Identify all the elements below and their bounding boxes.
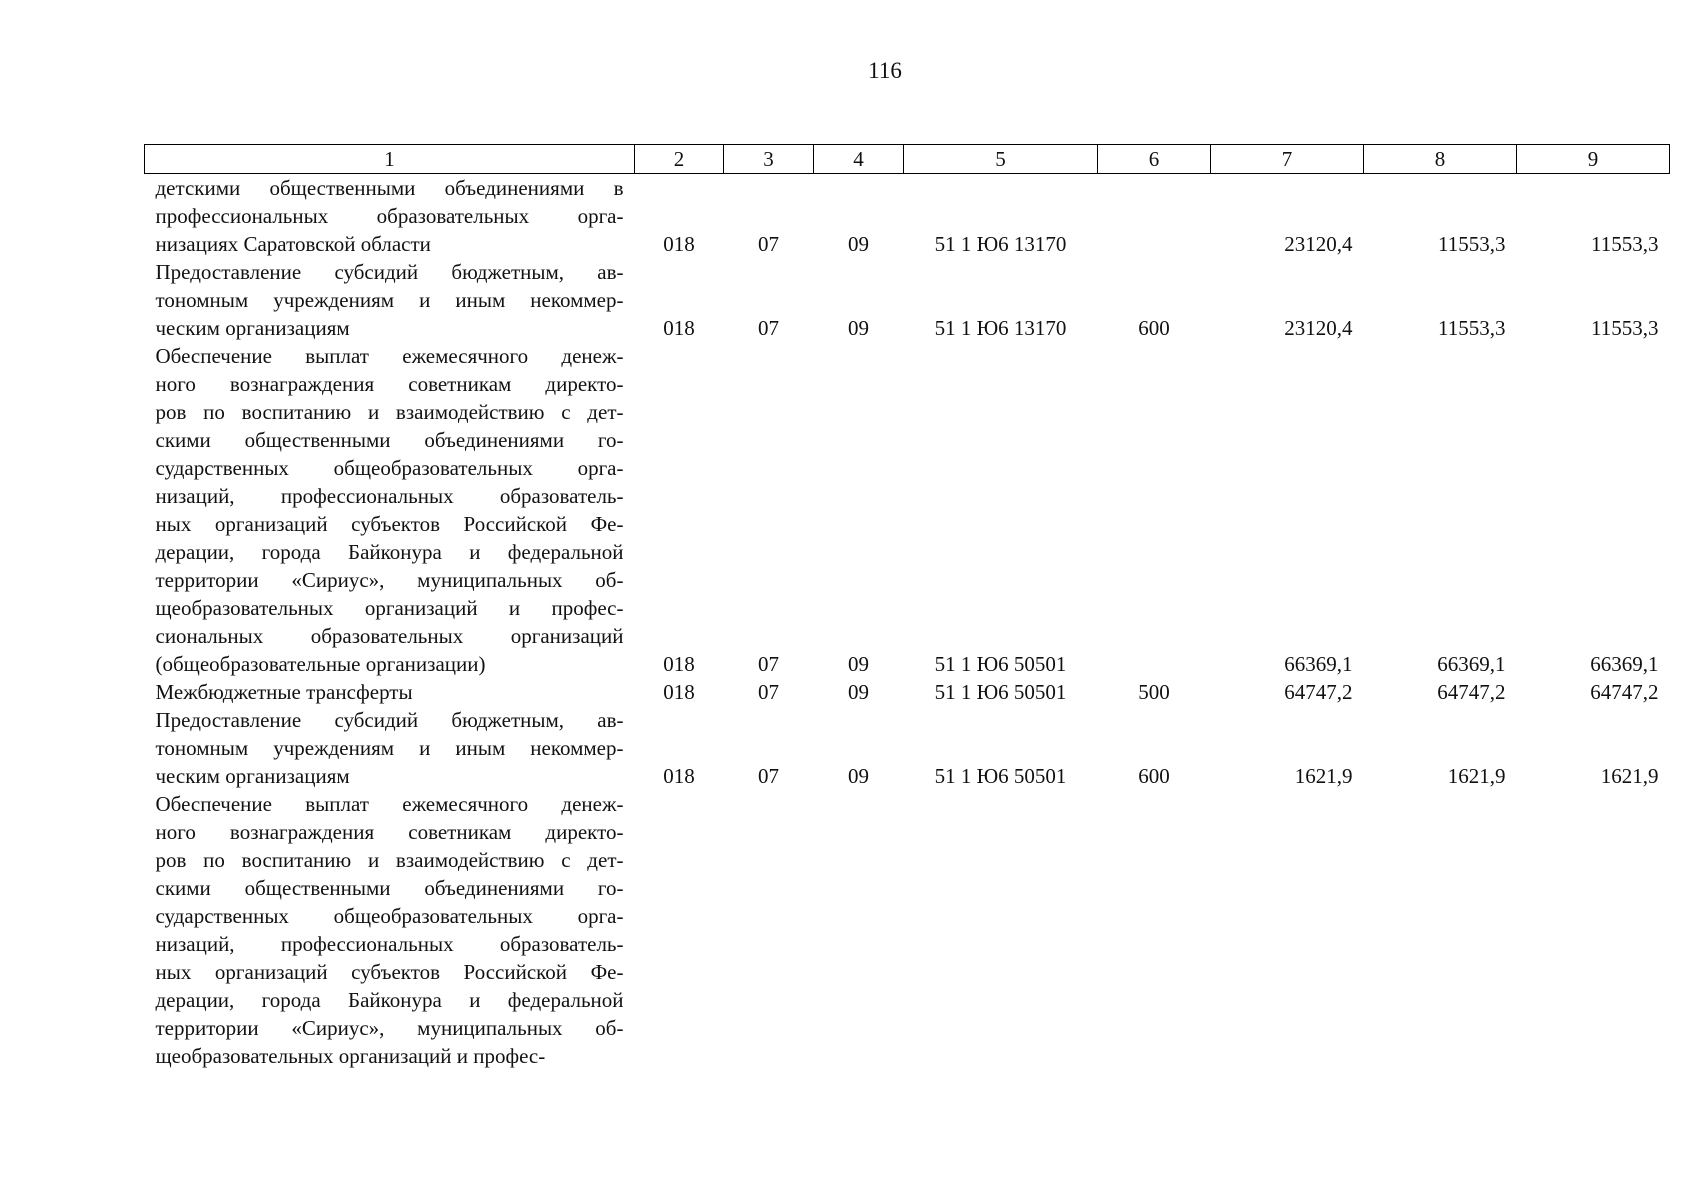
cell-target-article: 51 1 Ю6 13170 — [934, 316, 1067, 340]
description-line: Межбюджетные трансферты — [155, 680, 413, 704]
cell-amount-col9: 66369,1 — [1590, 652, 1659, 676]
cell-amount-col8: 11553,3 — [1438, 316, 1506, 340]
cell-expense-type: 600 — [1138, 764, 1170, 788]
row-description — [145, 706, 635, 790]
description-line: сиональных образовательных организаций — [155, 624, 624, 648]
cell-amount-col9: 11553,3 — [1591, 316, 1659, 340]
table-row — [145, 790, 1670, 1070]
cell-subsection: 09 — [848, 652, 869, 676]
column-header-6: 6 — [1098, 145, 1211, 174]
cell-section: 07 — [758, 680, 779, 704]
cell-amount-col7: 23120,4 — [1284, 232, 1353, 256]
description-line: тономным учреждениям и иным некоммер- — [155, 288, 624, 312]
cell-amount-col9: 11553,3 — [1591, 232, 1659, 256]
description-line: сударственных общеобразовательных орга- — [155, 456, 624, 480]
column-header-4: 4 — [814, 145, 904, 174]
budget-table — [144, 144, 1670, 1070]
cell-target-article: 51 1 Ю6 13170 — [934, 232, 1067, 256]
table-row — [145, 706, 1670, 790]
cell-subsection — [814, 790, 904, 1070]
cell-amount-col7: 1621,9 — [1294, 764, 1353, 788]
description-line: ров по воспитанию и взаимодействию с дет- — [155, 848, 624, 872]
description-line: низациях Саратовской области — [155, 232, 431, 256]
description-line: детскими общественными объединениями в — [155, 176, 624, 200]
description-line: дерации, города Байконура и федеральной — [155, 540, 624, 564]
description-line: ческим организациям — [155, 764, 350, 788]
cell-amount-col9: 1621,9 — [1600, 764, 1659, 788]
cell-amount-col9: 64747,2 — [1590, 680, 1659, 704]
column-header-5: 5 — [904, 145, 1098, 174]
cell-section — [724, 790, 814, 1070]
cell-section: 07 — [758, 316, 779, 340]
cell-section: 07 — [758, 764, 779, 788]
cell-target-article: 51 1 Ю6 50501 — [934, 764, 1067, 788]
description-line: ного вознаграждения советникам директо- — [155, 372, 624, 396]
cell-ministry-code: 018 — [663, 316, 695, 340]
description-line: ров по воспитанию и взаимодействию с дет- — [155, 400, 624, 424]
description-line: щеобразовательных организаций и профес- — [155, 596, 624, 620]
description-line: Обеспечение выплат ежемесячного денеж- — [155, 344, 624, 368]
table-body — [145, 174, 1670, 1071]
cell-amount-col9 — [1517, 790, 1670, 1070]
cell-amount-col8: 11553,3 — [1438, 232, 1506, 256]
page-number: 116 — [868, 58, 902, 83]
cell-subsection: 09 — [848, 764, 869, 788]
cell-amount-col8 — [1364, 790, 1517, 1070]
cell-amount-col8: 64747,2 — [1437, 680, 1506, 704]
description-line: ных организаций субъектов Российской Фе- — [155, 512, 624, 536]
description-line: ного вознаграждения советникам директо- — [155, 820, 624, 844]
cell-amount-col7 — [1211, 790, 1364, 1070]
description-line: (общеобразовательные организации) — [155, 652, 486, 676]
description-line: щеобразовательных организаций и профес- — [155, 1044, 546, 1068]
description-line: профессиональных образовательных орга- — [155, 204, 624, 228]
cell-subsection: 09 — [848, 232, 869, 256]
cell-ministry-code — [635, 790, 724, 1070]
column-header-9: 9 — [1517, 145, 1670, 174]
description-line: скими общественными объединениями го- — [155, 876, 624, 900]
table-row — [145, 258, 1670, 342]
cell-amount-col7: 23120,4 — [1284, 316, 1353, 340]
row-description — [145, 790, 635, 1070]
cell-amount-col8: 1621,9 — [1447, 764, 1506, 788]
cell-ministry-code: 018 — [663, 652, 695, 676]
description-line: территории «Сириус», муниципальных об- — [155, 568, 624, 592]
cell-amount-col8: 66369,1 — [1437, 652, 1506, 676]
description-line: Обеспечение выплат ежемесячного денеж- — [155, 792, 624, 816]
cell-section: 07 — [758, 232, 779, 256]
cell-ministry-code: 018 — [663, 232, 695, 256]
description-line: Предоставление субсидий бюджетным, ав- — [155, 708, 624, 732]
cell-target-article: 51 1 Ю6 50501 — [934, 652, 1067, 676]
row-description — [145, 342, 635, 678]
column-header-8: 8 — [1364, 145, 1517, 174]
table-row — [145, 678, 1670, 706]
column-header-7: 7 — [1211, 145, 1364, 174]
cell-expense-type: 500 — [1138, 680, 1170, 704]
cell-expense-type — [1098, 790, 1211, 1070]
cell-expense-type — [1098, 342, 1211, 678]
table-row — [145, 342, 1670, 678]
cell-amount-col7: 66369,1 — [1284, 652, 1353, 676]
description-line: территории «Сириус», муниципальных об- — [155, 1016, 624, 1040]
column-header-1: 1 — [145, 145, 635, 174]
column-header-2: 2 — [635, 145, 724, 174]
row-description — [145, 258, 635, 342]
row-description — [145, 174, 635, 259]
cell-amount-col7: 64747,2 — [1284, 680, 1353, 704]
description-line: ческим организациям — [155, 316, 350, 340]
header-row — [145, 145, 1670, 174]
row-description — [145, 678, 635, 706]
column-header-3: 3 — [724, 145, 814, 174]
description-line: скими общественными объединениями го- — [155, 428, 624, 452]
cell-ministry-code: 018 — [663, 764, 695, 788]
table-row — [145, 174, 1670, 259]
cell-section: 07 — [758, 652, 779, 676]
description-line: сударственных общеобразовательных орга- — [155, 904, 624, 928]
cell-expense-type — [1098, 174, 1211, 259]
cell-target-article: 51 1 Ю6 50501 — [934, 680, 1067, 704]
description-line: дерации, города Байконура и федеральной — [155, 988, 624, 1012]
cell-subsection: 09 — [848, 316, 869, 340]
description-line: низаций, профессиональных образователь- — [155, 484, 624, 508]
cell-target-article — [904, 790, 1098, 1070]
cell-ministry-code: 018 — [663, 680, 695, 704]
cell-expense-type: 600 — [1138, 316, 1170, 340]
description-line: ных организаций субъектов Российской Фе- — [155, 960, 624, 984]
cell-subsection: 09 — [848, 680, 869, 704]
description-line: низаций, профессиональных образователь- — [155, 932, 624, 956]
description-line: Предоставление субсидий бюджетным, ав- — [155, 260, 624, 284]
description-line: тономным учреждениям и иным некоммер- — [155, 736, 624, 760]
